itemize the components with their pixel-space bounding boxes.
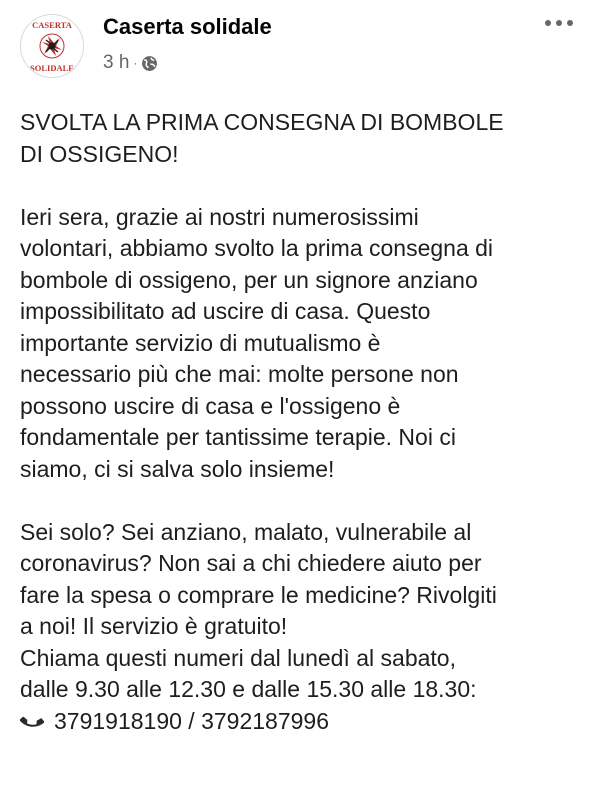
paragraph2-line: Sei solo? Sei anziano, malato, vulnerabile al bbox=[20, 518, 472, 545]
paragraph1-line: bombole di ossigeno, per un signore anziano bbox=[20, 266, 478, 293]
paragraph1-line: fondamentale per tantissime terapie. Noi ci bbox=[20, 424, 456, 450]
avatar[interactable] bbox=[20, 14, 84, 78]
meta-separator: · bbox=[133, 56, 138, 70]
paragraph-gap bbox=[20, 485, 596, 517]
paragraph1-line: siamo, ci si salva solo insieme! bbox=[20, 455, 335, 482]
avatar-top-text: CASERTA bbox=[32, 20, 72, 30]
avatar-bottom-text: SOLIDALE bbox=[30, 63, 74, 73]
paragraph1-line: Ieri sera, grazie ai nostri numerosissimi bbox=[20, 203, 419, 230]
post-header bbox=[0, 0, 606, 90]
post-title-line: SVOLTA LA PRIMA CONSEGNA DI BOMBOLE bbox=[20, 109, 504, 135]
paragraph2-line: dalle 9.30 alle 12.30 e dalle 15.30 alle 18.30: bbox=[20, 676, 477, 702]
globe-icon bbox=[141, 55, 158, 72]
paragraph1-line: impossibilitato ad uscire di casa. Questo bbox=[20, 298, 431, 324]
telephone-icon bbox=[20, 709, 44, 733]
post-title-line: DI OSSIGENO! bbox=[20, 140, 179, 167]
paragraph1-line: possono uscire di casa e l'ossigeno è bbox=[20, 392, 401, 419]
paragraph2-line: Chiama questi numeri dal lunedì al sabato, bbox=[20, 644, 456, 671]
phone-line bbox=[20, 706, 596, 738]
paragraph-gap bbox=[20, 170, 596, 202]
paragraph1-line: volontari, abbiamo svolto la prima consegna di bbox=[20, 235, 494, 261]
more-options-icon bbox=[544, 19, 574, 27]
paragraph2-line: fare la spesa o comprare le medicine? Rivolgiti bbox=[20, 581, 497, 608]
post-meta bbox=[103, 52, 158, 74]
paragraph2-line: a noi! Il servizio è gratuito! bbox=[20, 613, 288, 639]
page-name-link[interactable]: Caserta solidale bbox=[103, 14, 272, 39]
paragraph1-line: importante servizio di mutualismo è bbox=[20, 329, 381, 356]
post-time[interactable]: 3 h bbox=[103, 52, 130, 73]
paragraph2-line: coronavirus? Non sai a chi chiedere aiuto per bbox=[20, 550, 482, 576]
phone-numbers[interactable]: 3791918190 / 3792187996 bbox=[54, 707, 330, 734]
caserta-solidale-logo bbox=[21, 15, 83, 77]
post-body bbox=[20, 107, 596, 737]
more-options-button[interactable] bbox=[536, 8, 582, 38]
paragraph1-line: necessario più che mai: molte persone non bbox=[20, 361, 459, 387]
